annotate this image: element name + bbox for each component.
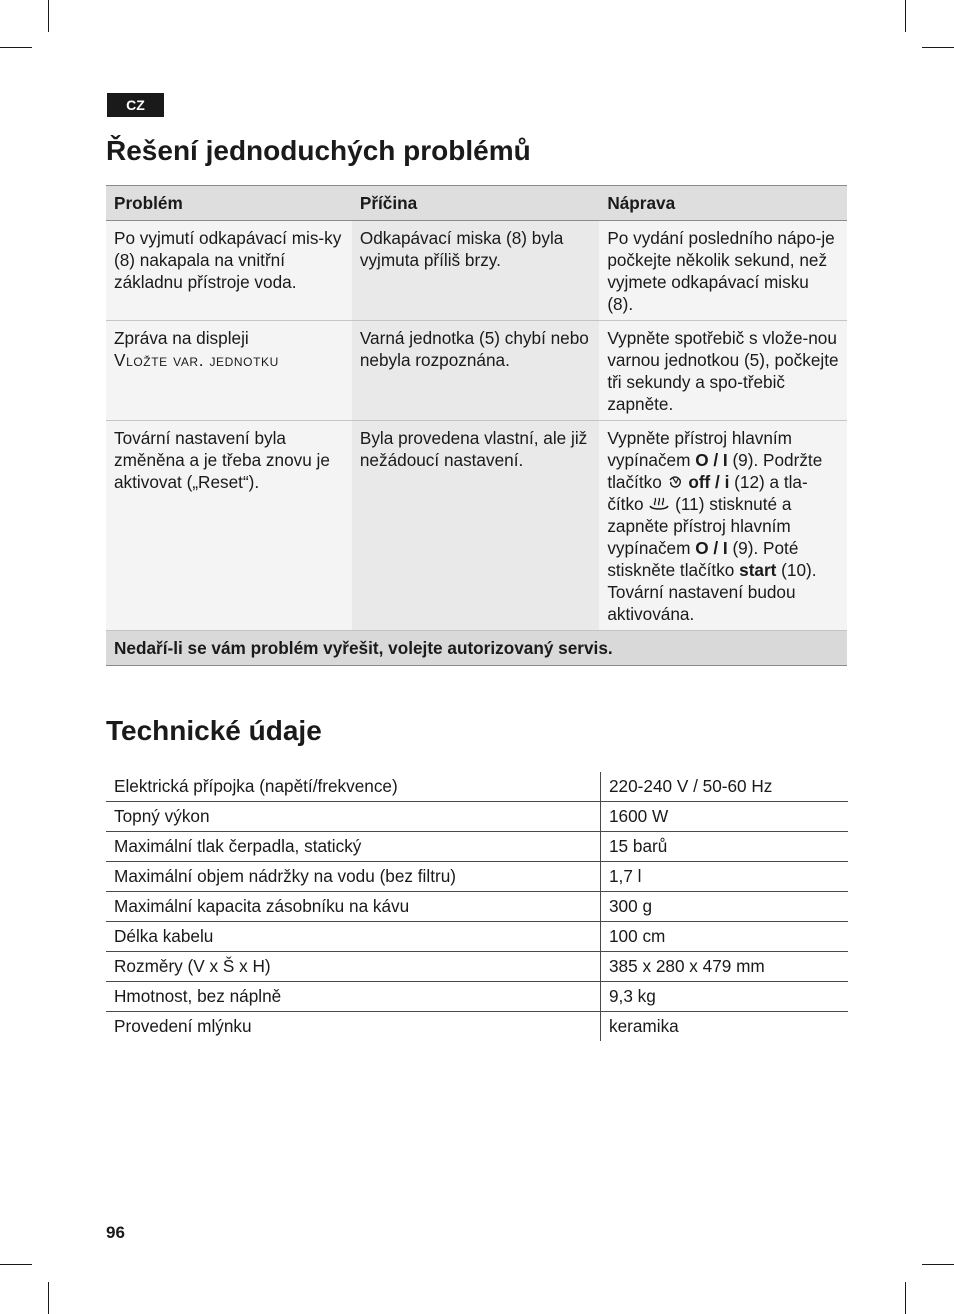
problem-cell: Tovární nastavení byla změněna a je třeba znovu je aktivovat („Reset“). bbox=[106, 421, 352, 631]
page-number: 96 bbox=[106, 1223, 125, 1242]
language-badge: CZ bbox=[107, 93, 164, 117]
spec-value: 1600 W bbox=[601, 802, 849, 832]
spec-label: Elektrická přípojka (napětí/frekvence) bbox=[106, 772, 601, 802]
spec-label: Topný výkon bbox=[106, 802, 601, 832]
spec-value: keramika bbox=[601, 1012, 849, 1042]
cause-cell: Varná jednotka (5) chybí nebo nebyla rozpoznána. bbox=[352, 321, 599, 421]
crop-mark bbox=[905, 1282, 906, 1314]
main-switch-label: O / I bbox=[695, 538, 728, 558]
table-row bbox=[106, 802, 848, 832]
remedy-text: (9). Podržte tlačítko bbox=[607, 450, 823, 492]
technical-table bbox=[106, 772, 848, 1041]
crop-mark bbox=[48, 0, 49, 32]
remedy-text: (9). Poté stiskněte tlačítko bbox=[607, 538, 799, 580]
table-footer-row bbox=[106, 631, 847, 666]
crop-mark bbox=[905, 0, 906, 32]
table-row bbox=[106, 832, 848, 862]
table-row bbox=[106, 221, 847, 321]
table-row bbox=[106, 321, 847, 421]
table-row bbox=[106, 862, 848, 892]
technical-title: Technické údaje bbox=[106, 715, 322, 746]
spec-value: 1,7 l bbox=[601, 862, 849, 892]
crop-mark bbox=[922, 1264, 954, 1265]
spec-value: 300 g bbox=[601, 892, 849, 922]
header-remedy: Náprava bbox=[599, 186, 847, 221]
spec-value: 220-240 V / 50-60 Hz bbox=[601, 772, 849, 802]
start-button-label: start bbox=[739, 560, 777, 580]
crop-mark bbox=[0, 1264, 32, 1265]
remedy-text: Vypněte přístroj hlavním vypínačem bbox=[607, 428, 793, 470]
spec-label: Rozměry (V x Š x H) bbox=[106, 952, 601, 982]
troubleshooting-title: Řešení jednoduchých problémů bbox=[106, 135, 531, 166]
crop-mark bbox=[48, 1282, 49, 1314]
table-row bbox=[106, 952, 848, 982]
problem-cell bbox=[106, 321, 352, 421]
table-row bbox=[106, 892, 848, 922]
table-header-row bbox=[106, 186, 847, 221]
service-note: Nedaří-li se vám problém vyřešit, volejte autorizovaný servis. bbox=[106, 631, 847, 666]
troubleshooting-table bbox=[106, 185, 847, 666]
crop-mark bbox=[922, 47, 954, 48]
table-row bbox=[106, 1012, 848, 1042]
off-button-label: off / i bbox=[688, 472, 730, 492]
remedy-cell: Vypněte spotřebič s vlože-nou varnou jednotkou (5), počkejte tři sekundy a spo-třebič zapněte. bbox=[599, 321, 847, 421]
spec-label: Délka kabelu bbox=[106, 922, 601, 952]
cause-cell: Byla provedena vlastní, ale již nežádoucí nastavení. bbox=[352, 421, 599, 631]
table-row bbox=[106, 772, 848, 802]
display-message: Vložte var. jednotku bbox=[114, 350, 279, 370]
main-switch-label: O / I bbox=[695, 450, 728, 470]
problem-text: Zpráva na displeji bbox=[114, 328, 249, 348]
spec-label: Maximální objem nádržky na vodu (bez filtru) bbox=[106, 862, 601, 892]
remedy-cell bbox=[599, 421, 847, 631]
cause-cell: Odkapávací miska (8) byla vyjmuta příliš brzy. bbox=[352, 221, 599, 321]
spec-value: 9,3 kg bbox=[601, 982, 849, 1012]
spec-label: Maximální kapacita zásobníku na kávu bbox=[106, 892, 601, 922]
remedy-text: (10). Tovární nastavení budou aktivována. bbox=[607, 560, 817, 624]
crop-mark bbox=[0, 47, 32, 48]
remedy-text: (11) stisknuté a zapněte přístroj hlavním vypínačem bbox=[607, 494, 792, 558]
steam-button-icon bbox=[648, 497, 670, 511]
problem-cell: Po vyjmutí odkapávací mis-ky (8) nakapala na vnitřní základnu přístroje voda. bbox=[106, 221, 352, 321]
aroma-button-icon bbox=[667, 475, 684, 489]
table-row bbox=[106, 922, 848, 952]
spec-label: Provedení mlýnku bbox=[114, 1016, 252, 1036]
spec-value: 15 barů bbox=[601, 832, 849, 862]
header-problem: Problém bbox=[106, 186, 352, 221]
remedy-cell: Po vydání posledního nápo-je počkejte několik sekund, než vyjmete odkapávací misku (8). bbox=[599, 221, 847, 321]
table-row bbox=[106, 421, 847, 631]
spec-value: 100 cm bbox=[601, 922, 849, 952]
spec-label: Hmotnost, bez náplně bbox=[106, 982, 601, 1012]
spec-label: Maximální tlak čerpadla, statický bbox=[106, 832, 601, 862]
table-row bbox=[106, 982, 848, 1012]
remedy-text: (12) a tla-čítko bbox=[607, 472, 808, 514]
spec-value: 385 x 280 x 479 mm bbox=[601, 952, 849, 982]
header-cause: Příčina bbox=[352, 186, 599, 221]
